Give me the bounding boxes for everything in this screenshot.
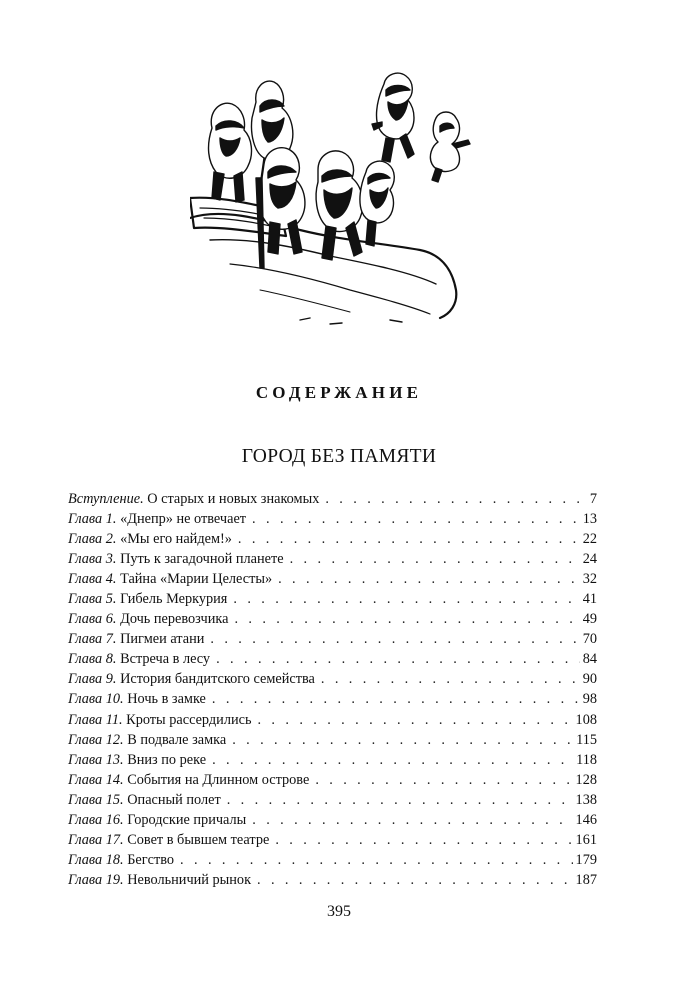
toc-entry-page: 49	[582, 611, 597, 628]
toc-leader-dots	[325, 489, 586, 509]
toc-entry-page: 32	[582, 571, 597, 588]
toc-entry-title: Невольничий рынок	[127, 871, 252, 888]
toc-leader-dots	[180, 850, 573, 870]
toc-entry[interactable]	[68, 850, 597, 870]
toc-entry[interactable]	[68, 649, 597, 669]
toc-entry[interactable]	[68, 589, 597, 609]
toc-entry-label	[68, 770, 309, 790]
toc-entry[interactable]	[68, 830, 597, 850]
toc-entry-title: Дочь перевозчика	[120, 611, 229, 628]
toc-entry[interactable]	[68, 529, 597, 549]
toc-leader-dots	[212, 689, 580, 709]
toc-leader-dots	[227, 790, 573, 810]
toc-leader-dots	[216, 649, 580, 669]
toc-entry-title: Вниз по реке	[127, 751, 207, 768]
toc-entry-label	[68, 689, 206, 709]
toc-leader-dots	[252, 509, 580, 529]
toc-entry-label	[68, 669, 315, 689]
toc-entry-title: Ночь в замке	[127, 691, 206, 708]
toc-leader-dots	[290, 549, 580, 569]
toc-entry-title: Путь к загадочной планете	[120, 551, 284, 568]
toc-entry-prefix: Глава 19.	[68, 871, 124, 888]
toc-entry-page: 70	[582, 631, 597, 648]
toc-entry[interactable]	[68, 569, 597, 589]
toc-entry-prefix: Глава 6.	[68, 611, 117, 628]
toc-entry[interactable]	[68, 509, 597, 529]
toc-entry[interactable]	[68, 790, 597, 810]
toc-leader-dots	[210, 629, 579, 649]
toc-entry-prefix: Глава 7.	[68, 631, 117, 648]
toc-entry[interactable]	[68, 669, 597, 689]
toc-leader-dots	[257, 710, 572, 730]
toc-entry-page: 108	[575, 711, 597, 728]
toc-entry-title: «Мы его найдем!»	[120, 531, 232, 548]
toc-leader-dots	[315, 770, 572, 790]
toc-entry[interactable]	[68, 770, 597, 790]
toc-entry-page: 138	[575, 791, 597, 808]
toc-entry-title: Пигмеи атани	[120, 631, 205, 648]
toc-entry-page: 161	[575, 831, 597, 848]
toc-entry-page: 84	[582, 651, 597, 668]
toc-entry-title: История бандитского семейства	[120, 671, 315, 688]
toc-entry-title: В подвале замка	[127, 731, 227, 748]
toc-entry-label	[68, 730, 226, 750]
toc-entry-prefix: Глава 15.	[68, 791, 124, 808]
toc-entry-title: Кроты рассердились	[126, 711, 252, 728]
toc-entry-prefix: Глава 16.	[68, 811, 124, 828]
toc-entry-prefix: Глава 13.	[68, 751, 124, 768]
toc-entry-page: 90	[582, 671, 597, 688]
toc-entry-prefix: Глава 8.	[68, 651, 117, 668]
toc-entry[interactable]	[68, 609, 597, 629]
toc-leader-dots	[233, 589, 579, 609]
toc-entry-title: Опасный полет	[127, 791, 221, 808]
toc-entry-label	[68, 549, 284, 569]
toc-entry-label	[68, 710, 251, 730]
toc-entry-title: Гибель Меркурия	[120, 591, 228, 608]
toc-entry-label	[68, 509, 246, 529]
toc-entry-title: О старых и новых знакомых	[147, 491, 320, 507]
toc-entry-label	[68, 790, 221, 810]
toc-entry-prefix: Глава 10.	[68, 691, 124, 708]
toc-entry[interactable]	[68, 810, 597, 830]
toc-entry-label	[68, 569, 272, 589]
toc-entry-prefix: Глава 18.	[68, 851, 124, 868]
toc-entry-page: 13	[582, 511, 597, 528]
toc-leader-dots	[252, 810, 572, 830]
section-title: ГОРОД БЕЗ ПАМЯТИ	[241, 446, 437, 467]
toc-entry-page: 128	[575, 771, 597, 788]
toc-entry-label	[68, 489, 319, 509]
toc-entry-page: 7	[589, 491, 597, 507]
toc-entry-prefix: Глава 17.	[68, 831, 124, 848]
toc-entry-title: Тайна «Марии Целесты»	[120, 571, 273, 588]
toc-entry[interactable]	[68, 489, 597, 509]
toc-entry-page: 146	[575, 811, 597, 828]
toc-entry-title: Бегство	[127, 851, 175, 868]
toc-leader-dots	[321, 669, 580, 689]
toc-entry-prefix: Глава 11.	[68, 711, 123, 728]
toc-entry-page: 24	[582, 551, 597, 568]
toc-entry-label	[68, 870, 251, 890]
toc-entry-prefix: Глава 4.	[68, 571, 117, 588]
toc-entry-prefix: Глава 3.	[68, 551, 117, 568]
toc-leader-dots	[238, 529, 580, 549]
toc-leader-dots	[257, 870, 573, 890]
toc-entry-title: События на Длинном острове	[127, 771, 310, 788]
toc-leader-dots	[234, 609, 579, 629]
toc-entry-prefix: Вступление.	[68, 491, 144, 507]
toc-entry[interactable]	[68, 870, 597, 890]
toc-entry-label	[68, 830, 269, 850]
toc-entry-title: Городские причалы	[127, 811, 247, 828]
toc-entry-page: 22	[582, 531, 597, 548]
toc-entry-prefix: Глава 1.	[68, 511, 117, 528]
toc-entry-prefix: Глава 14.	[68, 771, 124, 788]
toc-entry-label	[68, 629, 204, 649]
toc-entry-title: «Днепр» не отвечает	[120, 511, 247, 528]
toc-entry-title: Встреча в лесу	[120, 651, 211, 668]
toc-entry[interactable]	[68, 750, 597, 770]
toc-entry[interactable]	[68, 730, 597, 750]
toc-leader-dots	[212, 750, 573, 770]
table-of-contents	[68, 489, 597, 890]
toc-entry-page: 179	[575, 851, 597, 868]
toc-entry[interactable]	[68, 549, 597, 569]
toc-entry-label	[68, 649, 210, 669]
toc-entry-title: Совет в бывшем театре	[127, 831, 270, 848]
toc-entry[interactable]	[68, 710, 597, 730]
toc-entry-label	[68, 529, 232, 549]
toc-entry-label	[68, 810, 246, 830]
page-title: СОДЕРЖАНИЕ	[255, 383, 423, 402]
toc-entry-page: 98	[582, 691, 597, 708]
toc-entry-page: 118	[576, 751, 597, 768]
toc-entry-prefix: Глава 2.	[68, 531, 117, 548]
toc-entry[interactable]	[68, 689, 597, 709]
toc-entry-prefix: Глава 12.	[68, 731, 124, 748]
toc-leader-dots	[278, 569, 580, 589]
gnomes-illustration-icon	[190, 68, 480, 330]
toc-entry-label	[68, 850, 174, 870]
toc-leader-dots	[232, 730, 573, 750]
toc-entry-page: 115	[576, 731, 597, 748]
toc-entry-label	[68, 609, 228, 629]
toc-entry-page: 187	[575, 871, 597, 888]
toc-entry-label	[68, 750, 206, 770]
toc-entry[interactable]	[68, 629, 597, 649]
page-number: 395	[327, 903, 351, 920]
toc-leader-dots	[275, 830, 572, 850]
toc-entry-prefix: Глава 9.	[68, 671, 117, 688]
toc-entry-page: 41	[582, 591, 597, 608]
toc-entry-prefix: Глава 5.	[68, 591, 117, 608]
toc-entry-label	[68, 589, 227, 609]
